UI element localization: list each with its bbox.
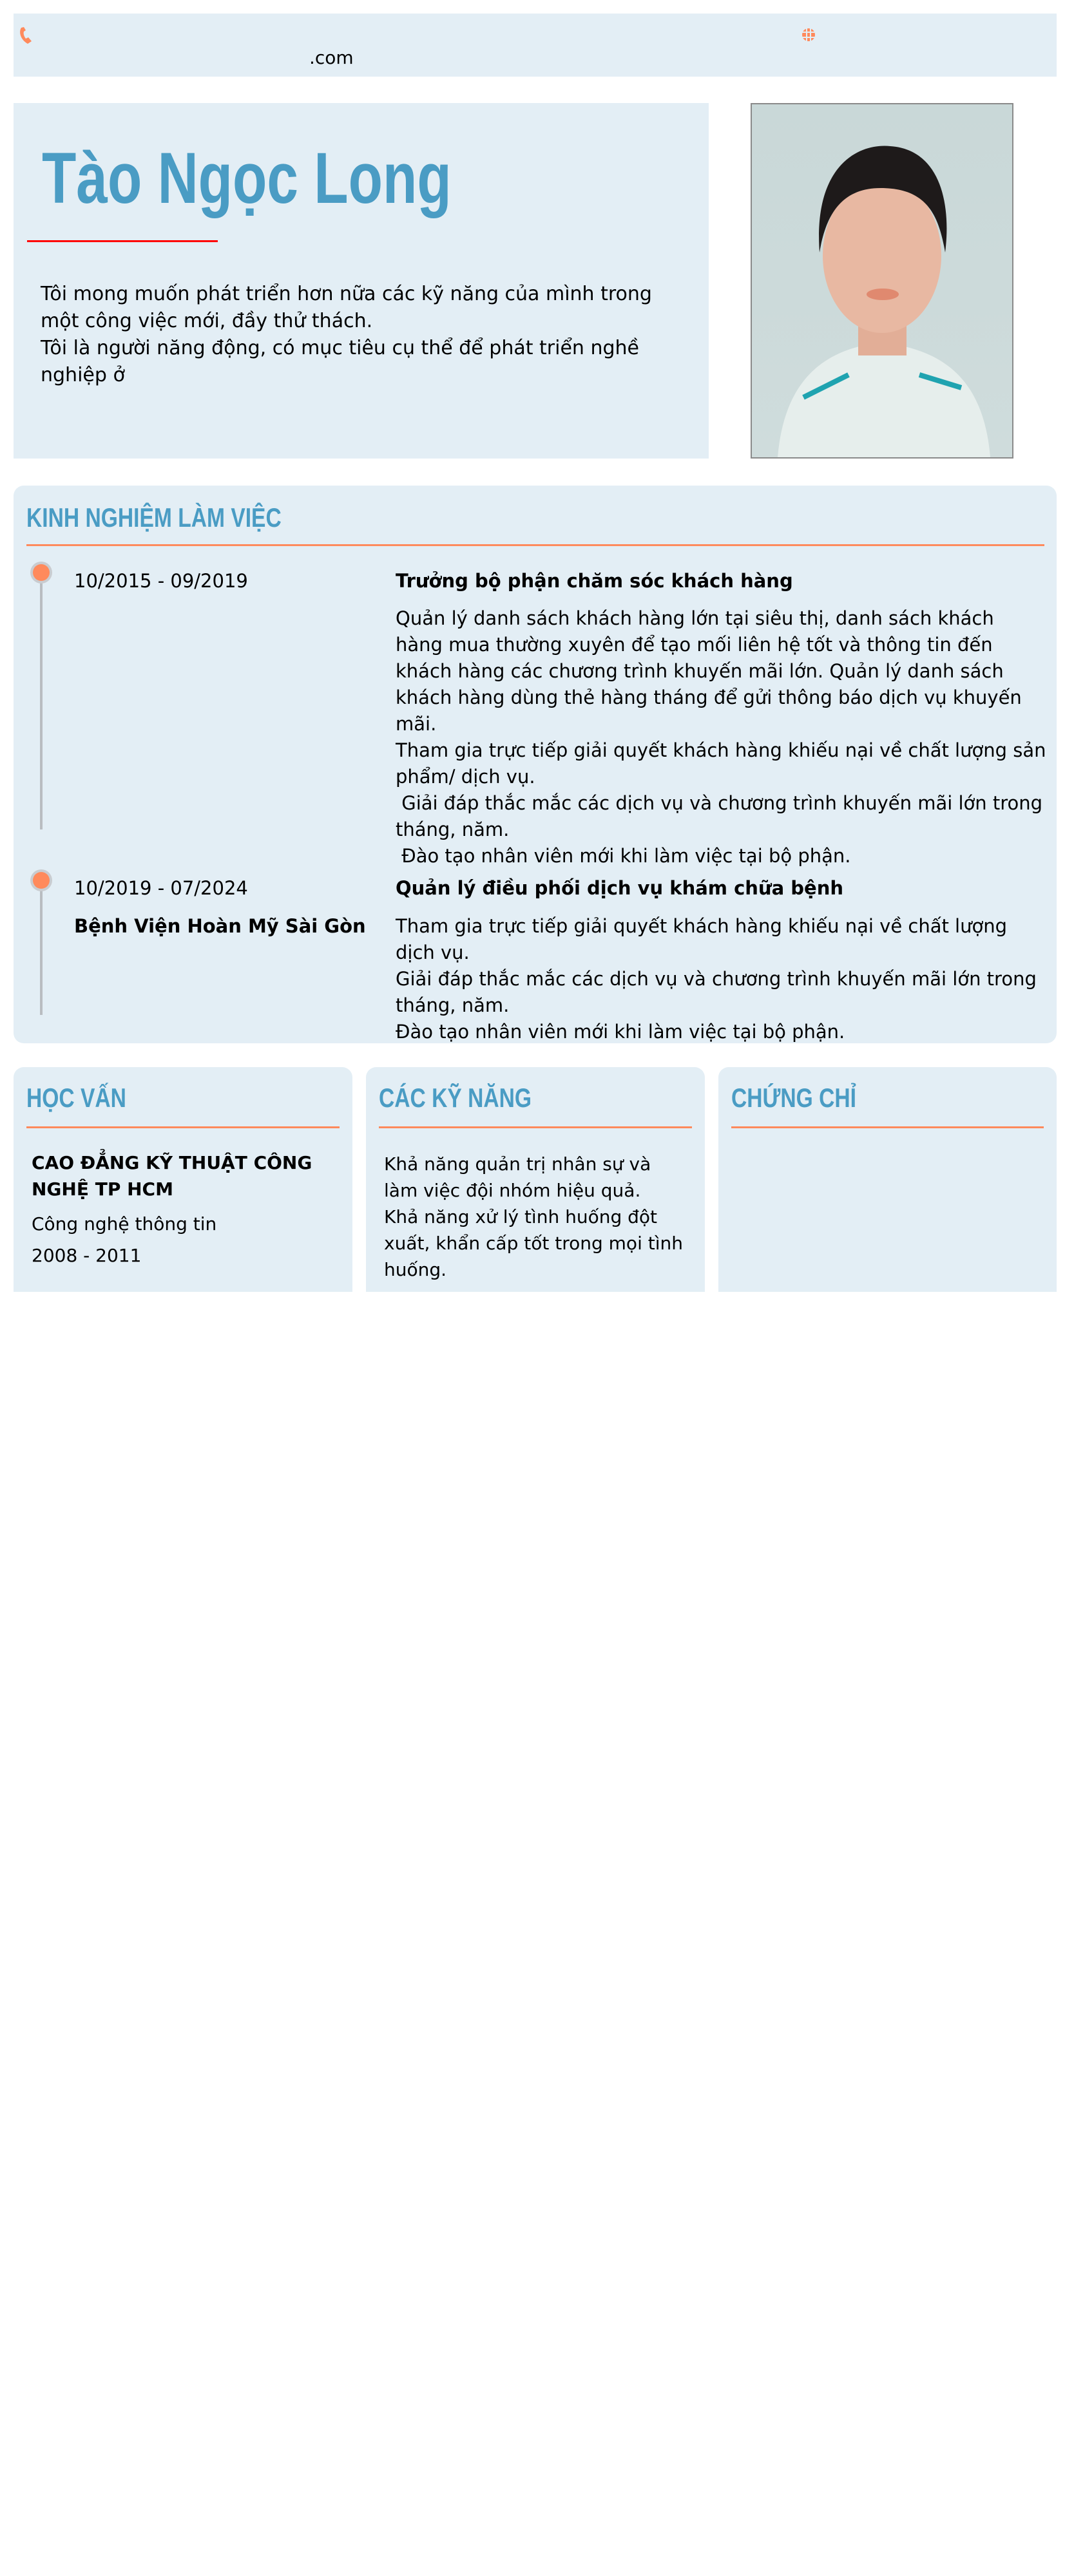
bottom-columns <box>0 1067 1065 1292</box>
timeline-line <box>40 573 43 829</box>
section-heading: CÁC KỸ NĂNG <box>379 1083 532 1113</box>
profile-photo <box>751 103 1013 459</box>
job-title: Trưởng bộ phận chăm sóc khách hàng <box>396 570 793 592</box>
globe-icon <box>801 26 816 43</box>
education-section <box>14 1067 352 1292</box>
section-heading: CHỨNG CHỈ <box>731 1083 857 1113</box>
description-line: Đào tạo nhân viên mới khi làm việc tại bộ phận. <box>396 1021 845 1043</box>
summary-line: Tôi là người năng động, có mục tiêu cụ thể để phát triển nghề nghiệp ở <box>41 337 640 386</box>
section-heading: KINH NGHIỆM LÀM VIỆC <box>26 502 282 533</box>
description-line: Đào tạo nhân viên mới khi làm việc tại bộ phận. <box>396 845 851 867</box>
summary <box>41 281 685 389</box>
job-title: Quản lý điều phối dịch vụ khám chữa bệnh <box>396 877 843 899</box>
heading-divider <box>379 1126 692 1128</box>
summary-line: Tôi mong muốn phát triển hơn nữa các kỹ năng của mình trong một công việc mới, đầy thử thách. <box>41 283 652 332</box>
contact-bar <box>14 14 1057 77</box>
heading-divider <box>731 1126 1044 1128</box>
description-line: Giải đáp thắc mắc các dịch vụ và chương trình khuyến mãi lớn trong tháng, năm. <box>396 968 1037 1016</box>
timeline-line <box>40 881 43 1015</box>
job-period: 10/2015 - 09/2019 <box>74 570 248 592</box>
job-company: Bệnh Viện Hoàn Mỹ Sài Gòn <box>74 915 366 937</box>
description-line: Quản lý danh sách khách hàng lớn tại siêu thị, danh sách khách hàng mua thường xuyên để tạo mối liên hệ tốt và thông tin đến khách hàng các chương trình khuyến mãi lớn. Quản lý danh sách khách hàng dùng thẻ hàng tháng để gửi thông báo dịch vụ khuyến mãi. <box>396 607 1022 735</box>
skill-item: Khả năng quản trị nhân sự và làm việc đội nhóm hiệu quả. <box>384 1153 651 1201</box>
major: Công nghệ thông tin <box>32 1213 217 1235</box>
phone-icon <box>19 26 35 46</box>
certificates-section <box>718 1067 1057 1292</box>
email-text[interactable]: .com <box>309 47 354 68</box>
description-line: Tham gia trực tiếp giải quyết khách hàng khiếu nại về chất lượng sản phẩm/ dịch vụ. <box>396 739 1046 788</box>
education-period: 2008 - 2011 <box>32 1245 142 1266</box>
description-line: Tham gia trực tiếp giải quyết khách hàng khiếu nại về chất lượng dịch vụ. <box>396 915 1008 963</box>
timeline-dot <box>33 872 50 889</box>
candidate-name: Tào Ngọc Long <box>42 138 452 218</box>
experience-section <box>14 486 1057 1043</box>
description-line: Giải đáp thắc mắc các dịch vụ và chương trình khuyến mãi lớn trong tháng, năm. <box>396 792 1049 840</box>
school-name: CAO ĐẲNG KỸ THUẬT CÔNG NGHỆ TP HCM <box>32 1152 312 1200</box>
name-underline <box>27 240 218 242</box>
job-description <box>396 605 1049 869</box>
skills-list <box>384 1151 687 1283</box>
skill-item: Khả năng xử lý tình huống đột xuất, khẩn cấp tốt trong mọi tình huống. <box>384 1206 683 1280</box>
timeline-dot <box>33 564 50 581</box>
job-description <box>396 913 1046 1045</box>
job-period: 10/2019 - 07/2024 <box>74 877 248 899</box>
skills-section <box>366 1067 705 1292</box>
heading-divider <box>26 1126 340 1128</box>
person-photo-icon <box>752 104 1012 457</box>
heading-divider <box>26 544 1044 546</box>
hero-panel <box>14 103 709 459</box>
section-heading: HỌC VẤN <box>26 1083 126 1113</box>
